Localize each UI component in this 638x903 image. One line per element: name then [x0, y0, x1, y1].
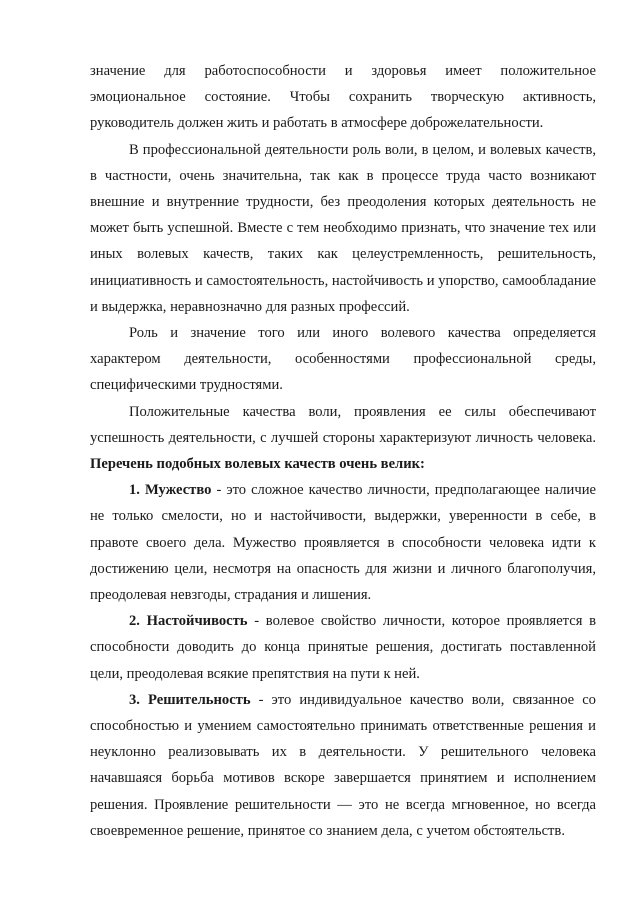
- paragraph-will-role: [90, 137, 596, 320]
- paragraph-positive-qualities: [90, 399, 596, 478]
- paragraph-quality-significance: [90, 320, 596, 399]
- definition-courage: - это сложное качество личности, предполагающее наличие не только смелости, но и настойчивости, выдержки, уверенности в себе, в правоте своего дела. Мужество проявляется в способности человека идти к достижению цели, несмотря на опасность для жизни и личного благополучия, преодолевая невзгоды, страдания и лишения.: [90, 482, 596, 604]
- paragraph-courage: [90, 477, 596, 608]
- paragraph-emotional-state: [90, 58, 596, 137]
- definition-decisiveness: - это индивидуальное качество воли, связанное со способностью и умением самостоятельно принимать ответственные решения и неуклонно реализовывать их в деятельности. У решительного человека начавшаяся борьба мотивов вскоре завершается принятием и исполнением решения. Проявление решительности — это не всегда мгновенное, но всегда своевременное решение, принятое со знанием дела, с учетом обстоятельств.: [90, 691, 596, 839]
- paragraph-decisiveness: [90, 687, 596, 844]
- term-decisiveness: 3. Решительность: [129, 691, 251, 708]
- paragraph-persistence: [90, 608, 596, 687]
- paragraph-text: В профессиональной деятельности роль воли, в целом, и волевых качеств, в частности, очень значительна, так как в процессе труда часто возникают внешние и внутренние трудности, без преодоления которых деятельность не может быть успешной. Вместе с тем необходимо признать, что значение тех или иных волевых качеств, таких как целеустремленность, решительность, инициативность и самостоятельность, настойчивость и упорство, самообладание и выдержка, неравнозначно для разных профессий.: [90, 141, 596, 315]
- paragraph-text: Роль и значение того или иного волевого качества определяется характером деятельности, особенностями профессиональной среды, специфическими трудностями.: [90, 325, 596, 394]
- definition-persistence: - волевое свойство личности, которое проявляется в способности доводить до конца принятые решения, достигать поставленной цели, преодолевая всякие препятствия на пути к ней.: [90, 613, 596, 682]
- paragraph-text: Положительные качества воли, проявления ее силы обеспечивают успешность деятельности, с лучшей стороны характеризуют личность человека.: [90, 403, 596, 446]
- document-body: [90, 58, 596, 844]
- qualities-list-heading: Перечень подобных волевых качеств очень велик:: [90, 456, 425, 473]
- paragraph-text: значение для работоспособности и здоровья имеет положительное эмоциональное состояние. Чтобы сохранить творческую активность, руководитель должен жить и работать в атмосфере доброжелательности.: [90, 63, 596, 132]
- term-persistence: 2. Настойчивость: [129, 613, 248, 630]
- term-courage: 1. Мужество: [129, 482, 212, 499]
